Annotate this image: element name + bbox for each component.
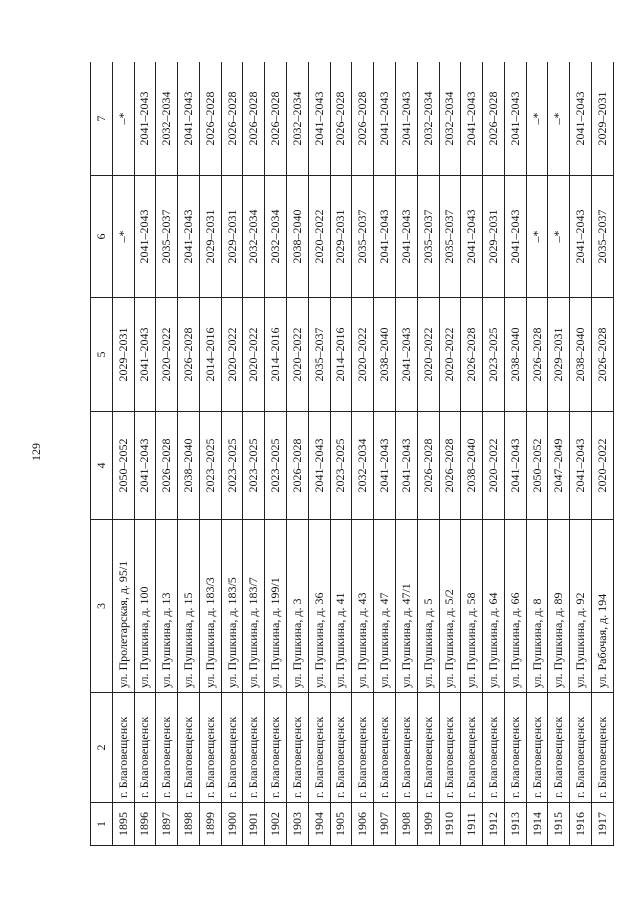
row-number-cell: 1895 xyxy=(112,803,134,846)
city-cell: г. Благовещенск xyxy=(287,693,309,803)
row-number-cell: 1910 xyxy=(439,803,461,846)
city-cell: г. Благовещенск xyxy=(504,693,526,803)
period-cell-5: 2014–2016 xyxy=(199,298,221,412)
address-cell: ул. Пушкина, д. 100 xyxy=(134,520,156,693)
row-number-cell: 1909 xyxy=(417,803,439,846)
row-number-cell: 1901 xyxy=(243,803,265,846)
period-cell-7: 2026–2028 xyxy=(330,62,352,176)
period-cell-5: 2020–2022 xyxy=(221,298,243,412)
table-row xyxy=(548,62,570,846)
repair-schedule-table xyxy=(90,62,614,846)
period-cell-6: –* xyxy=(112,176,134,298)
period-cell-5: 2026–2028 xyxy=(178,298,200,412)
period-cell-7: 2041–2043 xyxy=(308,62,330,176)
table-row xyxy=(417,62,439,846)
period-cell-4: 2020–2022 xyxy=(591,412,613,520)
city-cell: г. Благовещенск xyxy=(243,693,265,803)
period-cell-7: 2026–2028 xyxy=(265,62,287,176)
table-container xyxy=(90,62,614,846)
period-cell-7: 2041–2043 xyxy=(178,62,200,176)
city-cell: г. Благовещенск xyxy=(178,693,200,803)
address-cell: ул. Пушкина, д. 183/7 xyxy=(243,520,265,693)
period-cell-5: 2041–2043 xyxy=(134,298,156,412)
period-cell-6: 2035–2037 xyxy=(591,176,613,298)
period-cell-4: 2020–2022 xyxy=(483,412,505,520)
address-cell: ул. Пушкина, д. 183/3 xyxy=(199,520,221,693)
period-cell-4: 2026–2028 xyxy=(417,412,439,520)
table-row xyxy=(308,62,330,846)
header-cell: 1 xyxy=(91,803,113,846)
period-cell-6: 2029–2031 xyxy=(221,176,243,298)
period-cell-4: 2023–2025 xyxy=(199,412,221,520)
period-cell-6: 2020–2022 xyxy=(308,176,330,298)
row-number-cell: 1904 xyxy=(308,803,330,846)
header-cell: 2 xyxy=(91,693,113,803)
address-cell: ул. Пушкина, д. 36 xyxy=(308,520,330,693)
table-row xyxy=(199,62,221,846)
city-cell: г. Благовещенск xyxy=(395,693,417,803)
table-row xyxy=(112,62,134,846)
row-number-cell: 1898 xyxy=(178,803,200,846)
row-number-cell: 1905 xyxy=(330,803,352,846)
period-cell-6: 2029–2031 xyxy=(483,176,505,298)
period-cell-7: 2041–2043 xyxy=(395,62,417,176)
period-cell-7: 2026–2028 xyxy=(221,62,243,176)
table-row xyxy=(134,62,156,846)
period-cell-4: 2023–2025 xyxy=(265,412,287,520)
row-number-cell: 1899 xyxy=(199,803,221,846)
city-cell: г. Благовещенск xyxy=(352,693,374,803)
address-cell: ул. Пушкина, д. 47 xyxy=(374,520,396,693)
address-cell: ул. Пушкина, д. 15 xyxy=(178,520,200,693)
period-cell-4: 2038–2040 xyxy=(178,412,200,520)
table-row xyxy=(352,62,374,846)
address-cell: ул. Пушкина, д. 41 xyxy=(330,520,352,693)
table-row xyxy=(439,62,461,846)
address-cell: ул. Пролетарская, д. 95/1 xyxy=(112,520,134,693)
city-cell: г. Благовещенск xyxy=(134,693,156,803)
period-cell-4: 2032–2034 xyxy=(352,412,374,520)
period-cell-7: 2041–2043 xyxy=(504,62,526,176)
period-cell-4: 2023–2025 xyxy=(243,412,265,520)
table-row xyxy=(330,62,352,846)
period-cell-6: –* xyxy=(548,176,570,298)
row-number-cell: 1907 xyxy=(374,803,396,846)
period-cell-7: 2026–2028 xyxy=(352,62,374,176)
city-cell: г. Благовещенск xyxy=(156,693,178,803)
row-number-cell: 1912 xyxy=(483,803,505,846)
header-cell: 5 xyxy=(91,298,113,412)
period-cell-5: 2023–2025 xyxy=(483,298,505,412)
period-cell-5: 2020–2022 xyxy=(287,298,309,412)
period-cell-6: 2029–2031 xyxy=(199,176,221,298)
city-cell: г. Благовещенск xyxy=(112,693,134,803)
period-cell-4: 2041–2043 xyxy=(374,412,396,520)
city-cell: г. Благовещенск xyxy=(570,693,592,803)
period-cell-4: 2041–2043 xyxy=(395,412,417,520)
period-cell-5: 2038–2040 xyxy=(374,298,396,412)
period-cell-6: 2035–2037 xyxy=(439,176,461,298)
period-cell-7: 2029–2031 xyxy=(591,62,613,176)
period-cell-6: 2041–2043 xyxy=(504,176,526,298)
city-cell: г. Благовещенск xyxy=(330,693,352,803)
period-cell-5: 2029–2031 xyxy=(112,298,134,412)
period-cell-5: 2014–2016 xyxy=(330,298,352,412)
period-cell-6: 2041–2043 xyxy=(570,176,592,298)
address-cell: ул. Пушкина, д. 5/2 xyxy=(439,520,461,693)
city-cell: г. Благовещенск xyxy=(221,693,243,803)
row-number-cell: 1911 xyxy=(461,803,483,846)
period-cell-4: 2041–2043 xyxy=(504,412,526,520)
address-cell: ул. Пушкина, д. 47/1 xyxy=(395,520,417,693)
row-number-cell: 1917 xyxy=(591,803,613,846)
period-cell-4: 2041–2043 xyxy=(570,412,592,520)
page-number: 129 xyxy=(29,443,43,461)
address-cell: ул. Пушкина, д. 58 xyxy=(461,520,483,693)
period-cell-5: 2029–2031 xyxy=(548,298,570,412)
row-number-cell: 1908 xyxy=(395,803,417,846)
table-row xyxy=(243,62,265,846)
address-cell: ул. Пушкина, д. 92 xyxy=(570,520,592,693)
period-cell-6: 2029–2031 xyxy=(330,176,352,298)
row-number-cell: 1896 xyxy=(134,803,156,846)
city-cell: г. Благовещенск xyxy=(483,693,505,803)
table-row xyxy=(374,62,396,846)
period-cell-4: 2038–2040 xyxy=(461,412,483,520)
period-cell-7: 2032–2034 xyxy=(156,62,178,176)
period-cell-6: 2032–2034 xyxy=(265,176,287,298)
period-cell-7: 2041–2043 xyxy=(374,62,396,176)
period-cell-5: 2035–2037 xyxy=(308,298,330,412)
period-cell-4: 2026–2028 xyxy=(156,412,178,520)
address-cell: ул. Пушкина, д. 183/5 xyxy=(221,520,243,693)
period-cell-7: 2032–2034 xyxy=(417,62,439,176)
table-row xyxy=(265,62,287,846)
period-cell-6: 2041–2043 xyxy=(374,176,396,298)
city-cell: г. Благовещенск xyxy=(265,693,287,803)
header-cell: 7 xyxy=(91,62,113,176)
period-cell-5: 2020–2022 xyxy=(439,298,461,412)
table-row xyxy=(287,62,309,846)
period-cell-4: 2023–2025 xyxy=(330,412,352,520)
table-row xyxy=(591,62,613,846)
table-row xyxy=(156,62,178,846)
address-cell: ул. Пушкина, д. 5 xyxy=(417,520,439,693)
address-cell: ул. Пушкина, д. 8 xyxy=(526,520,548,693)
period-cell-5: 2020–2022 xyxy=(417,298,439,412)
city-cell: г. Благовещенск xyxy=(199,693,221,803)
address-cell: ул. Пушкина, д. 43 xyxy=(352,520,374,693)
table-row xyxy=(178,62,200,846)
row-number-cell: 1902 xyxy=(265,803,287,846)
period-cell-4: 2047–2049 xyxy=(548,412,570,520)
period-cell-5: 2041–2043 xyxy=(395,298,417,412)
period-cell-4: 2041–2043 xyxy=(134,412,156,520)
period-cell-6: 2041–2043 xyxy=(134,176,156,298)
address-cell: ул. Пушкина, д. 3 xyxy=(287,520,309,693)
city-cell: г. Благовещенск xyxy=(417,693,439,803)
address-cell: ул. Пушкина, д. 13 xyxy=(156,520,178,693)
period-cell-6: 2041–2043 xyxy=(395,176,417,298)
address-cell: ул. Пушкина, д. 66 xyxy=(504,520,526,693)
period-cell-7: –* xyxy=(112,62,134,176)
row-number-cell: 1906 xyxy=(352,803,374,846)
period-cell-6: 2038–2040 xyxy=(287,176,309,298)
address-cell: ул. Пушкина, д. 199/1 xyxy=(265,520,287,693)
period-cell-7: –* xyxy=(548,62,570,176)
period-cell-7: 2032–2034 xyxy=(287,62,309,176)
period-cell-4: 2026–2028 xyxy=(439,412,461,520)
period-cell-6: –* xyxy=(526,176,548,298)
row-number-cell: 1914 xyxy=(526,803,548,846)
period-cell-6: 2032–2034 xyxy=(243,176,265,298)
row-number-cell: 1916 xyxy=(570,803,592,846)
table-row xyxy=(483,62,505,846)
header-cell: 3 xyxy=(91,520,113,693)
period-cell-5: 2020–2022 xyxy=(352,298,374,412)
period-cell-4: 2050–2052 xyxy=(526,412,548,520)
period-cell-5: 2020–2022 xyxy=(243,298,265,412)
period-cell-4: 2050–2052 xyxy=(112,412,134,520)
address-cell: ул. Пушкина, д. 89 xyxy=(548,520,570,693)
period-cell-5: 2020–2022 xyxy=(156,298,178,412)
row-number-cell: 1903 xyxy=(287,803,309,846)
table-row xyxy=(526,62,548,846)
period-cell-7: 2041–2043 xyxy=(134,62,156,176)
table-row xyxy=(570,62,592,846)
period-cell-4: 2023–2025 xyxy=(221,412,243,520)
period-cell-5: 2014–2016 xyxy=(265,298,287,412)
city-cell: г. Благовещенск xyxy=(439,693,461,803)
period-cell-5: 2038–2040 xyxy=(504,298,526,412)
header-cell: 6 xyxy=(91,176,113,298)
table-row xyxy=(395,62,417,846)
period-cell-6: 2035–2037 xyxy=(417,176,439,298)
city-cell: г. Благовещенск xyxy=(548,693,570,803)
city-cell: г. Благовещенск xyxy=(374,693,396,803)
period-cell-6: 2035–2037 xyxy=(156,176,178,298)
address-cell: ул. Пушкина, д. 64 xyxy=(483,520,505,693)
period-cell-6: 2035–2037 xyxy=(352,176,374,298)
period-cell-7: 2032–2034 xyxy=(439,62,461,176)
header-cell: 4 xyxy=(91,412,113,520)
period-cell-6: 2041–2043 xyxy=(461,176,483,298)
row-number-cell: 1915 xyxy=(548,803,570,846)
city-cell: г. Благовещенск xyxy=(461,693,483,803)
period-cell-5: 2026–2028 xyxy=(526,298,548,412)
period-cell-6: 2041–2043 xyxy=(178,176,200,298)
table-header-row xyxy=(91,62,113,846)
period-cell-7: –* xyxy=(526,62,548,176)
period-cell-5: 2026–2028 xyxy=(591,298,613,412)
table-row xyxy=(504,62,526,846)
city-cell: г. Благовещенск xyxy=(591,693,613,803)
row-number-cell: 1913 xyxy=(504,803,526,846)
row-number-cell: 1897 xyxy=(156,803,178,846)
address-cell: ул. Рабочая, д. 194 xyxy=(591,520,613,693)
period-cell-4: 2026–2028 xyxy=(287,412,309,520)
period-cell-7: 2026–2028 xyxy=(483,62,505,176)
period-cell-5: 2026–2028 xyxy=(461,298,483,412)
city-cell: г. Благовещенск xyxy=(308,693,330,803)
city-cell: г. Благовещенск xyxy=(526,693,548,803)
period-cell-7: 2041–2043 xyxy=(570,62,592,176)
period-cell-7: 2026–2028 xyxy=(199,62,221,176)
row-number-cell: 1900 xyxy=(221,803,243,846)
period-cell-4: 2041–2043 xyxy=(308,412,330,520)
period-cell-7: 2026–2028 xyxy=(243,62,265,176)
period-cell-7: 2041–2043 xyxy=(461,62,483,176)
period-cell-5: 2038–2040 xyxy=(570,298,592,412)
table-row xyxy=(221,62,243,846)
table-row xyxy=(461,62,483,846)
